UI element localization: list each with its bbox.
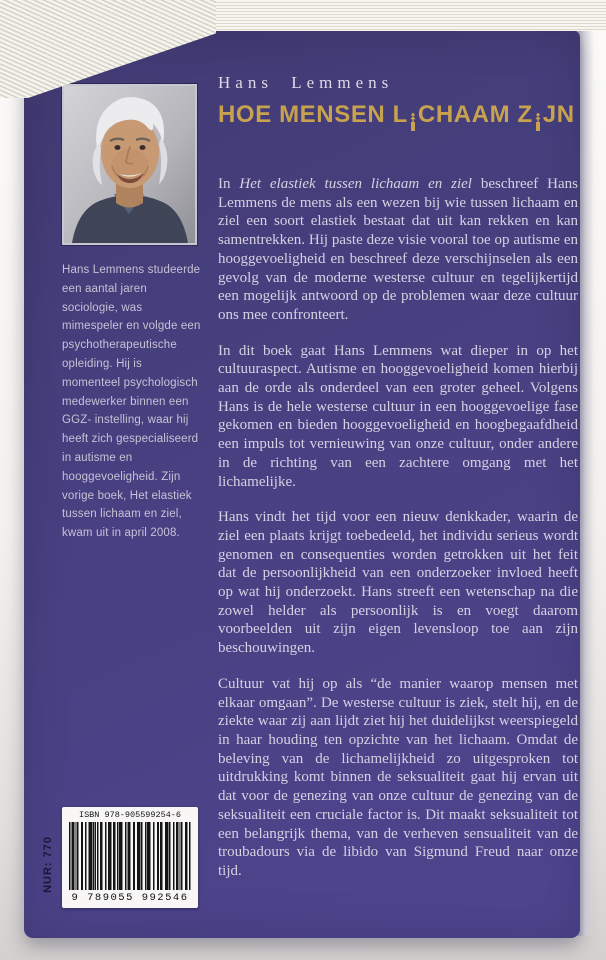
barcode-bars [69,822,191,890]
back-cover-text [218,175,578,898]
person-icon [534,113,542,131]
page-block-right-edge [578,30,594,936]
body-paragraph [218,175,578,325]
title-block [218,73,584,131]
paragraph-text: beschreef Hans Lemmens de mens als een wezen bij wie tussen lichaam en ziel een soort elastiek bestaat dat uit kan rekken en kan samentrekken. Hij paste deze visie vooral toe op autisme en hooggevoeligheid en beschreef deze verschijnselen als een gevolg van de moderne westerse cultuur en tegelijkertijd een mogelijk antwoord op de problemen waar deze cultuur ons mee confronteert. [218,176,578,323]
person-icon [409,113,417,131]
nur-label: NUR: 770 [42,835,54,893]
title-text-part: HOE MENSEN L [218,101,408,128]
author-bio: Hans Lemmens studeerde een aantal jaren sociologie, was mimespeler en volgde een psychotherapeutische opleiding. Hij is momenteel psychologisch medewerker binnen een GGZ- instelling, waar hij heeft zich gespecialiseerd in autisme en hooggevoeligheid. Zijn vorige boek, Het elastiek tussen lichaam en ziel, kwam uit in april 2008. [62,264,201,540]
author-name: Hans Lemmens [218,73,394,92]
paragraph-text: In [218,176,240,192]
nur-code [39,815,57,913]
isbn-barcode [62,807,198,908]
title-text-part: JN [542,101,575,128]
body-paragraph: Hans vindt het tijd voor een nieuw denkkader, waarin de ziel een plaats krijgt toebedeeld, het individu serieus wordt genomen en consequenties worden getrokken uit het feit dat de persoonlijkheid van een onderzoeker invloed heeft op wat hij onderzoekt. Hans streeft een wetenschap na die zowel helder als persoonlijk is en voegt daarom voorbeelden uit zijn eigen levensloop toe aan zijn beschouwingen. [218,509,578,657]
book-title-italic: Het elastiek tussen lichaam en ziel [239,176,472,192]
author-portrait-illustration [64,86,195,243]
back-cover [24,29,580,938]
ean-digits: 9 789055 992546 [71,892,189,904]
book-title [218,101,584,131]
body-paragraph: In dit boek gaat Hans Lemmens wat dieper in op het cultuuraspect. Autisme en hooggevoeligheid komen hierbij aan de orde als onderdeel van een groter geheel. Volgens Hans is de hele westerse cultuur in een hooggevoelige fase gekomen en bieden hooggevoeligheid en hoogbegaafdheid een impuls tot vernieuwing van onze cultuur, onder andere in de richting van een zachtere omgang met het lichamelijke. [218,342,578,490]
body-paragraph: Cultuur vat hij op als “de manier waarop mensen met elkaar omgaan”. De westerse cultuur is ziek, stelt hij, en de ziekte waar zij aan lijdt ziet hij het duidelijkst weerspiegeld in haar houding ten opzichte van het lichaam. Omdat de beleving van de lichamelijkheid zo uitgesproken tot uitdrukking komt binnen de seksualiteit gaat hij ervan uit dat voor de genezing van onze cultuur de genezing van de seksualiteit een cruciale factor is. Dit maakt seksualiteit tot een belangrijk thema, van de verheven sensualiteit van de troubadours via de libido van Sigmund Freud naar onze tijd. [218,675,578,879]
isbn-number: ISBN 978-905599254-6 [78,810,182,820]
title-text-part: CHAAM Z [417,101,533,128]
author-photo [62,84,197,245]
